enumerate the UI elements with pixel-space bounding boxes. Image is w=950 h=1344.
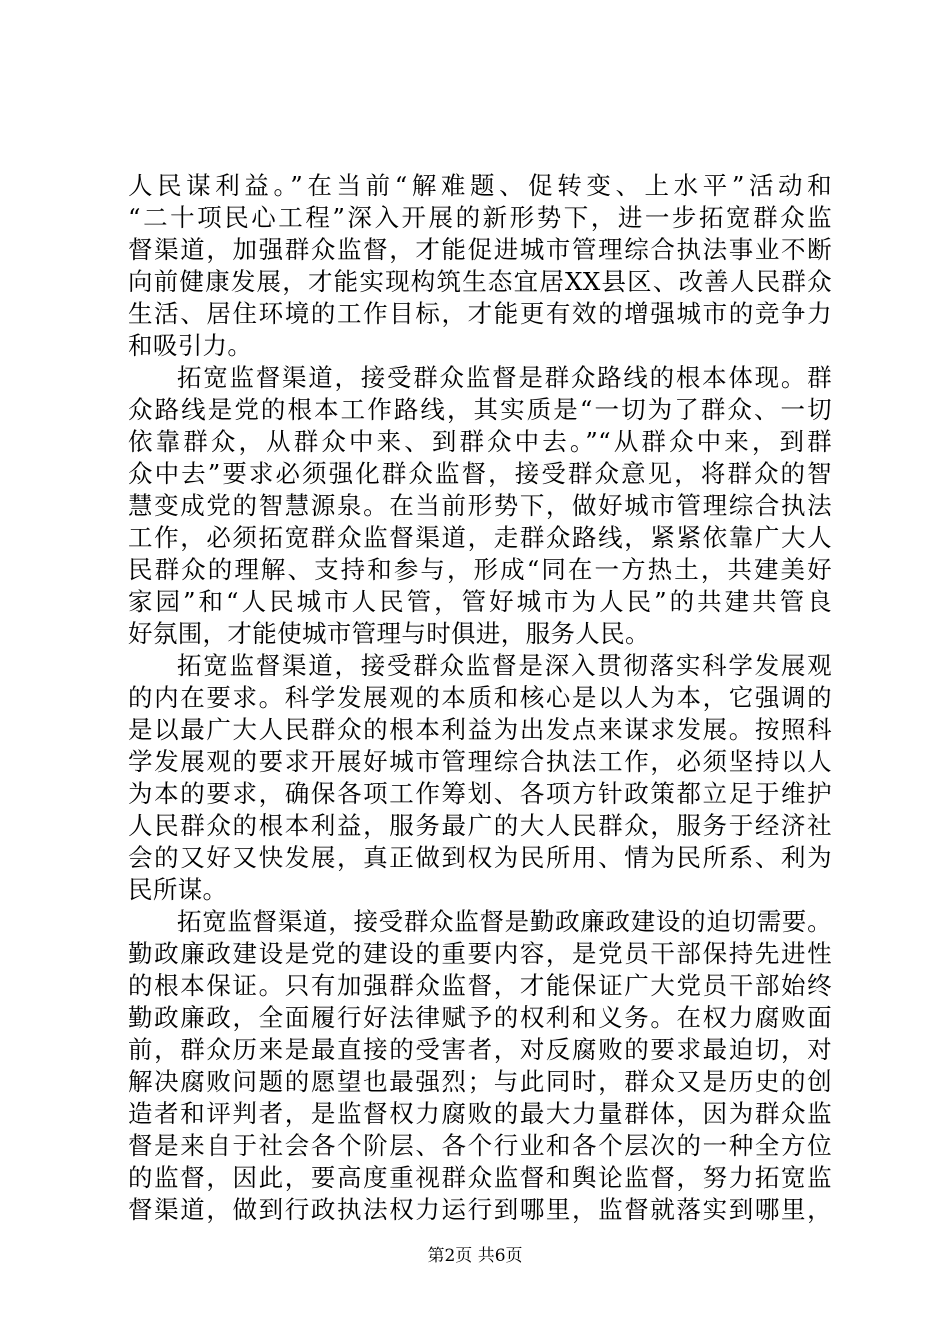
text-line: 是以最广大人民群众的根本利益为出发点来谋求发展。按照科	[128, 715, 832, 744]
text-line: 人民谋利益。”在当前“解难题、促转变、上水平”活动和	[128, 171, 832, 200]
text-line: 好氛围，才能使城市管理与时俱进，服务人民。	[128, 619, 650, 648]
text-line: 众中去”要求必须强化群众监督，接受群众意见，将群众的智	[128, 459, 832, 488]
text-line: 前，群众历来是最直接的受害者，对反腐败的要求最迫切，对	[128, 1035, 832, 1064]
text-line: 为本的要求，确保各项工作筹划、各项方针政策都立足于维护	[128, 779, 832, 808]
text-line: 学发展观的要求开展好城市管理综合执法工作，必须坚持以人	[128, 747, 832, 776]
text-line: 拓宽监督渠道，接受群众监督是群众路线的根本体现。群	[177, 363, 832, 392]
text-line: 拓宽监督渠道，接受群众监督是深入贯彻落实科学发展观	[177, 651, 832, 680]
text-line: 的监督，因此，要高度重视群众监督和舆论监督，努力拓宽监	[128, 1163, 832, 1192]
text-line: 督渠道，加强群众监督，才能促进城市管理综合执法事业不断	[128, 235, 832, 264]
text-line: 和吸引力。	[128, 331, 253, 360]
text-line: 家园”和“人民城市人民管，管好城市为人民”的共建共管良	[128, 587, 832, 616]
text-line: 会的又好又快发展，真正做到权为民所用、情为民所系、利为	[128, 843, 832, 872]
text-line: 民所谋。	[128, 875, 228, 904]
text-line: 向前健康发展，才能实现构筑生态宜居XX县区、改善人民群众	[128, 267, 832, 296]
text-line: 勤政廉政，全面履行好法律赋予的权利和义务。在权力腐败面	[128, 1003, 832, 1032]
text-line: 督是来自于社会各个阶层、各个行业和各个层次的一种全方位	[128, 1131, 832, 1160]
text-line: 工作，必须拓宽群众监督渠道，走群众路线，紧紧依靠广大人	[128, 523, 832, 552]
text-line: 督渠道，做到行政执法权力运行到哪里，监督就落实到哪里，	[128, 1195, 832, 1224]
text-line: “二十项民心工程”深入开展的新形势下，进一步拓宽群众监	[128, 203, 832, 232]
page-number-footer: 第2页 共6页	[427, 1246, 523, 1266]
text-line: 勤政廉政建设是党的建设的重要内容，是党员干部保持先进性	[128, 939, 832, 968]
text-line: 慧变成党的智慧源泉。在当前形势下，做好城市管理综合执法	[128, 491, 832, 520]
text-line: 依靠群众，从群众中来、到群众中去。”“从群众中来，到群	[128, 427, 832, 456]
text-line: 拓宽监督渠道，接受群众监督是勤政廉政建设的迫切需要。	[177, 907, 832, 936]
text-line: 解决腐败问题的愿望也最强烈；与此同时，群众又是历史的创	[128, 1067, 832, 1096]
text-line: 人民群众的根本利益，服务最广的大人民群众，服务于经济社	[128, 811, 832, 840]
text-line: 造者和评判者，是监督权力腐败的最大力量群体，因为群众监	[128, 1099, 832, 1128]
text-line: 的根本保证。只有加强群众监督，才能保证广大党员干部始终	[128, 971, 832, 1000]
body-text	[128, 170, 832, 1226]
text-line: 的内在要求。科学发展观的本质和核心是以人为本，它强调的	[128, 683, 832, 712]
text-line: 民群众的理解、支持和参与，形成“同在一方热土，共建美好	[128, 555, 832, 584]
text-line: 生活、居住环境的工作目标，才能更有效的增强城市的竞争力	[128, 299, 832, 328]
text-line: 众路线是党的根本工作路线，其实质是“一切为了群众、一切	[128, 395, 832, 424]
